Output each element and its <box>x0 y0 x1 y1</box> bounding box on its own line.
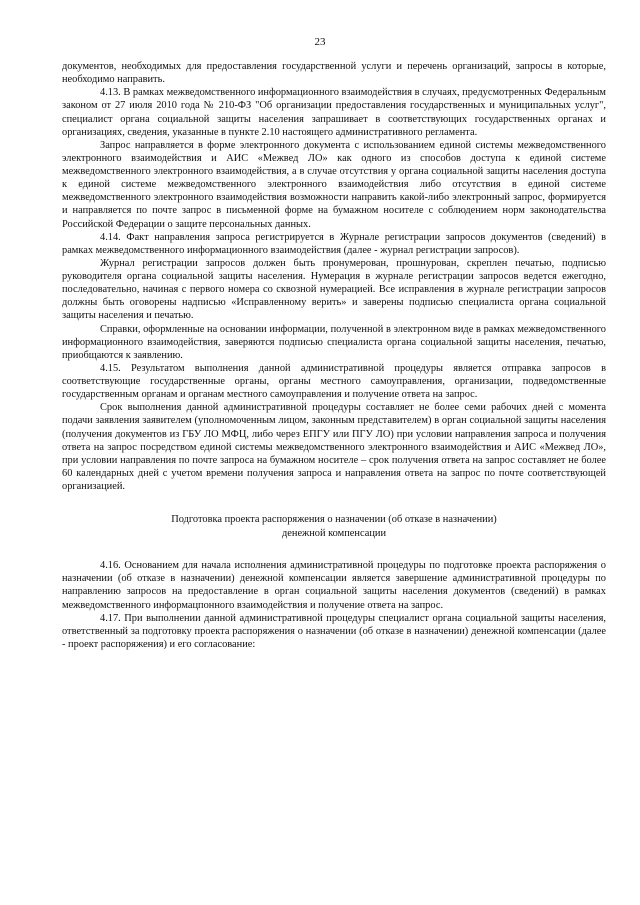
section-heading-line-1: Подготовка проекта распоряжения о назначении (об отказе в назначении) <box>171 514 497 526</box>
paragraph-p-4-15: 4.15. Результатом выполнения данной административной процедуры является отправка запросов в соответствующие государственные органы, органы местного самоуправления, организации, подведомственные государственным органам и органам местного самоуправления и получение ответа на запрос. <box>62 362 606 401</box>
paragraph-p-deadline: Срок выполнения данной административной процедуры составляет не более семи рабочих дней с момента подачи заявления заявителем (уполномоченным лицом, законным представителем) в орган социальной защиты населения (получения документов из ГБУ ЛО МФЦ, либо через ЕПГУ или ПГУ ЛО) при условии направления запроса и получения ответа на запрос посредством единой системы межведомственного электронного взаимодействия и АИС «Межвед ЛО», при условии направления по почте запроса на бумажном носителе – срок получения ответа на запрос составляет не более 60 календарных дней с учетом времени получения запроса и направления ответа на запрос по почте соответствующей организацией. <box>62 402 606 492</box>
paragraph-block-bottom <box>62 559 606 651</box>
paragraph-p-4-16: 4.16. Основанием для начала исполнения административной процедуры по подготовке проекта распоряжения о назначении (об отказе в назначении) денежной компенсации является завершение административной процедуры по направлению запросов на предоставление в орган социальной защиты населения документов (сведений) в рамках межведомственного информацпонного взаимодействия и получение ответа на запрос. <box>62 560 606 611</box>
page-number: 23 <box>314 36 326 48</box>
document-body <box>62 60 606 651</box>
paragraph-p-4-17: 4.17. При выполнении данной административной процедуры специалист органа социальной защиты населения, ответственный за подготовку проекта распоряжения о назначении (об отказе в назначении) денежной компенсации (далее - проект распоряжения) и его согласование: <box>62 612 606 650</box>
paragraph-p-certificates: Справки, оформленные на основании информации, полученной в электронном виде в рамках межведомственного информационного взаимодействия, заверяются подписью специалиста органа социальной защиты населения, печатью, приобщаются к заявлению. <box>62 323 606 361</box>
paragraph-p-4-14: 4.14. Факт направления запроса регистрируется в Журнале регистрации запросов документов (сведений) в рамках межведомственного информационного взаимодействия (далее - журнал регистрации запросов). <box>62 231 606 256</box>
section-heading <box>62 513 606 540</box>
paragraph-p-request-form: Запрос направляется в форме электронного документа с использованием единой системы межведомственного электронного взаимодействия и АИС «Межвед ЛО» как одного из способов доступа к единой системе межведомственного электронного взаимодействия, а в случае отсутствия у органа социальной защиты населения доступа к единой системе межведомственного электронного взаимодействия либо отсутствия в единой системе межведомственного электронного взаимодействия возможности направить какой-либо электронный запрос, формируется и направляется по почте запрос в письменной форме на бумажном носителе с соблюдением норм законодательства Российской Федерации о защите персональных данных. <box>62 139 606 230</box>
paragraph-block-top <box>62 60 606 493</box>
paragraph-p-4-13: 4.13. В рамках межведомственного информационного взаимодействия в случаях, предусмотренных Федеральным законом от 27 июля 2010 года № 210-ФЗ "Об организации предоставления государственных и муниципальных услуг", специалист органа социальной защиты населения запрашивает в соответствующих государственных органах и организациях, сведения, указанные в пункте 2.10 настоящего административного регламента. <box>62 87 606 138</box>
paragraph-p-cont: документов, необходимых для предоставления государственной услуги и перечень организаций, запросы в которые, необходимо направить. <box>62 61 606 86</box>
section-heading-line-2: денежной компенсации <box>281 527 387 539</box>
paragraph-p-journal: Журнал регистрации запросов должен быть пронумерован, прошнурован, скреплен печатью, подписью руководителя органа социальной защиты населения. Нумерация в журнале регистрации запросов ведется ежегодно, последовательно, начиная с первого номера со сквозной нумерацией. Все исправления в журнале регистрации запросов должны быть оговорены надписью «Исправленному верить» и заверены подписью специалиста органа социальной защиты населения и печатью. <box>62 257 606 322</box>
